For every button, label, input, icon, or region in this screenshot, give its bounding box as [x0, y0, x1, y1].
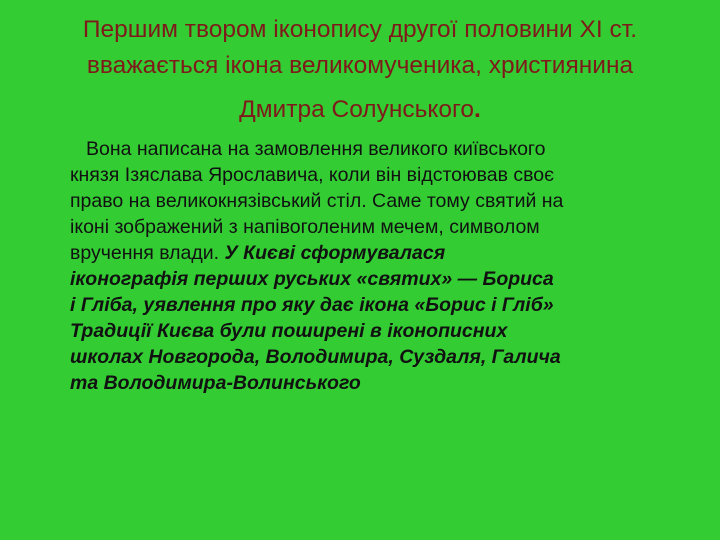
emphasis-line-1: У Києві сформувалася — [224, 242, 446, 264]
title-line-2: вважається ікона великомученика, християнина — [86, 52, 634, 79]
slide-title — [20, 12, 700, 128]
emphasis-line-6: та Володимира-Волинського — [70, 372, 361, 394]
body-line-2: князя Ізяслава Ярославича, коли він відстоював своє — [70, 164, 555, 186]
title-line-1: Першим твором іконопису другої половини ХІ ст. — [82, 16, 638, 43]
body-paragraph — [70, 136, 690, 396]
emphasis-line-2: іконографія перших руських «святих» — Бориса — [70, 268, 554, 290]
title-line-3-text: Дмитра Солунського — [239, 96, 475, 123]
emphasis-line-5: школах Новгорода, Володимира, Суздаля, Галича — [70, 346, 561, 368]
body-line-4: іконі зображений з напівоголеним мечем, символом — [70, 216, 540, 238]
emphasis-line-3: і Гліба, уявлення про яку дає ікона «Борис і Гліб» — [70, 294, 554, 316]
title-period: . — [474, 96, 481, 123]
body-line-3: право на великокнязівський стіл. Саме тому святий на — [70, 190, 564, 212]
emphasis-line-4: Традиції Києва були поширені в іконописних — [70, 320, 508, 342]
body-line-5: вручення влади. — [70, 242, 220, 264]
title-line-3 — [239, 92, 481, 128]
body-line-1: Вона написана на замовлення великого київського — [86, 138, 546, 160]
